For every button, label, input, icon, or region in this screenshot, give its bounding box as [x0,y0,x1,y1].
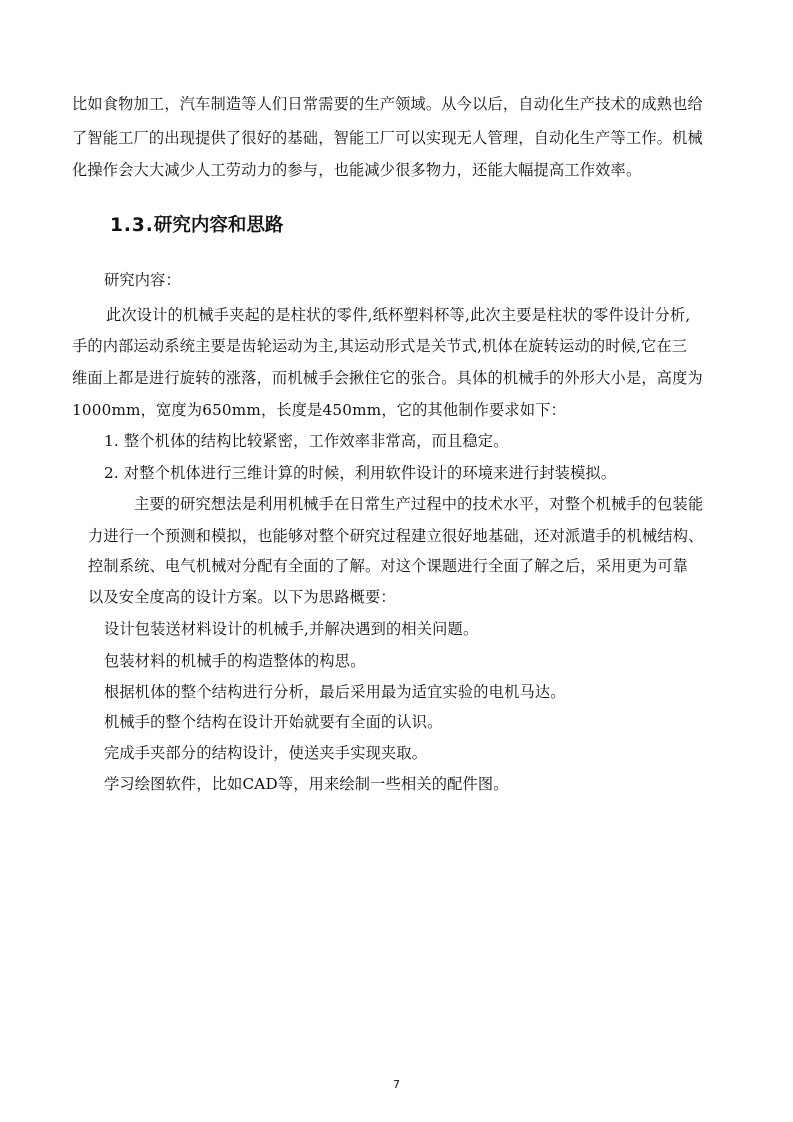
intro-line-1: 比如食物加工，汽车制造等人们日常需要的生产领域。从今以后，自动化生产技术的成熟也给 [72,95,703,113]
outline-item-5: 完成手夹部分的结构设计，使送夹手实现夹取。 [104,744,428,762]
page-number: 7 [393,1078,400,1091]
research-content-line-3: 维面上都是进行旋转的涨落，而机械手会揪住它的张合。具体的机械手的外形大小是，高度为 [72,369,703,387]
intro-line-3: 化操作会大大减少人工劳动力的参与，也能减少很多物力，还能大幅提高工作效率。 [72,161,642,179]
outline-item-4: 机械手的整个结构在设计开始就要有全面的认识。 [104,713,443,731]
outline-item-3: 根据机体的整个结构进行分析，最后采用最为适宜实验的电机马达。 [104,683,566,701]
approach-line-1: 主要的研究想法是利用机械手在日常生产过程中的技术水平，对整个机械手的包装能 [134,495,704,513]
approach-line-3: 控制系统、电气机械对分配有全面的了解。对这个课题进行全面了解之后，采用更为可靠 [88,557,689,575]
outline-item-6: 学习绘图软件，比如CAD等，用来绘制一些相关的配件图。 [104,775,509,793]
research-content-line-4: 1000mm，宽度为650mm，长度是450mm，它的其他制作要求如下： [72,401,566,419]
outline-item-1: 设计包装送材料设计的机械手,并解决遇到的相关问题。 [104,620,479,638]
requirement-item-2: 2. 对整个机体进行三维计算的时候，利用软件设计的环境来进行封装模拟。 [104,464,617,482]
approach-line-4: 以及安全度高的设计方案。以下为思路概要： [88,588,396,606]
research-content-label: 研究内容： [104,271,181,289]
approach-line-2: 力进行一个预测和模拟，也能够对整个研究过程建立很好地基础，还对派遣手的机械结构、 [88,527,704,545]
section-number: 1.3. [110,215,154,236]
research-content-line-1: 此次设计的机械手夹起的是柱状的零件,纸杯塑料杯等,此次主要是柱状的零件设计分析, [106,306,691,324]
outline-item-2: 包装材料的机械手的构造整体的构思。 [104,652,366,670]
intro-line-2: 了智能工厂的出现提供了很好的基础，智能工厂可以实现无人管理，自动化生产等工作。机械 [72,129,703,147]
research-content-line-2: 手的内部运动系统主要是齿轮运动为主,其运动形式是关节式,机体在旋转运动的时候,它在三 [72,337,688,355]
section-heading [110,214,283,238]
section-title: 研究内容和思路 [153,215,284,236]
requirement-item-1: 1. 整个机体的结构比较紧密，工作效率非常高，而且稳定。 [104,432,509,450]
